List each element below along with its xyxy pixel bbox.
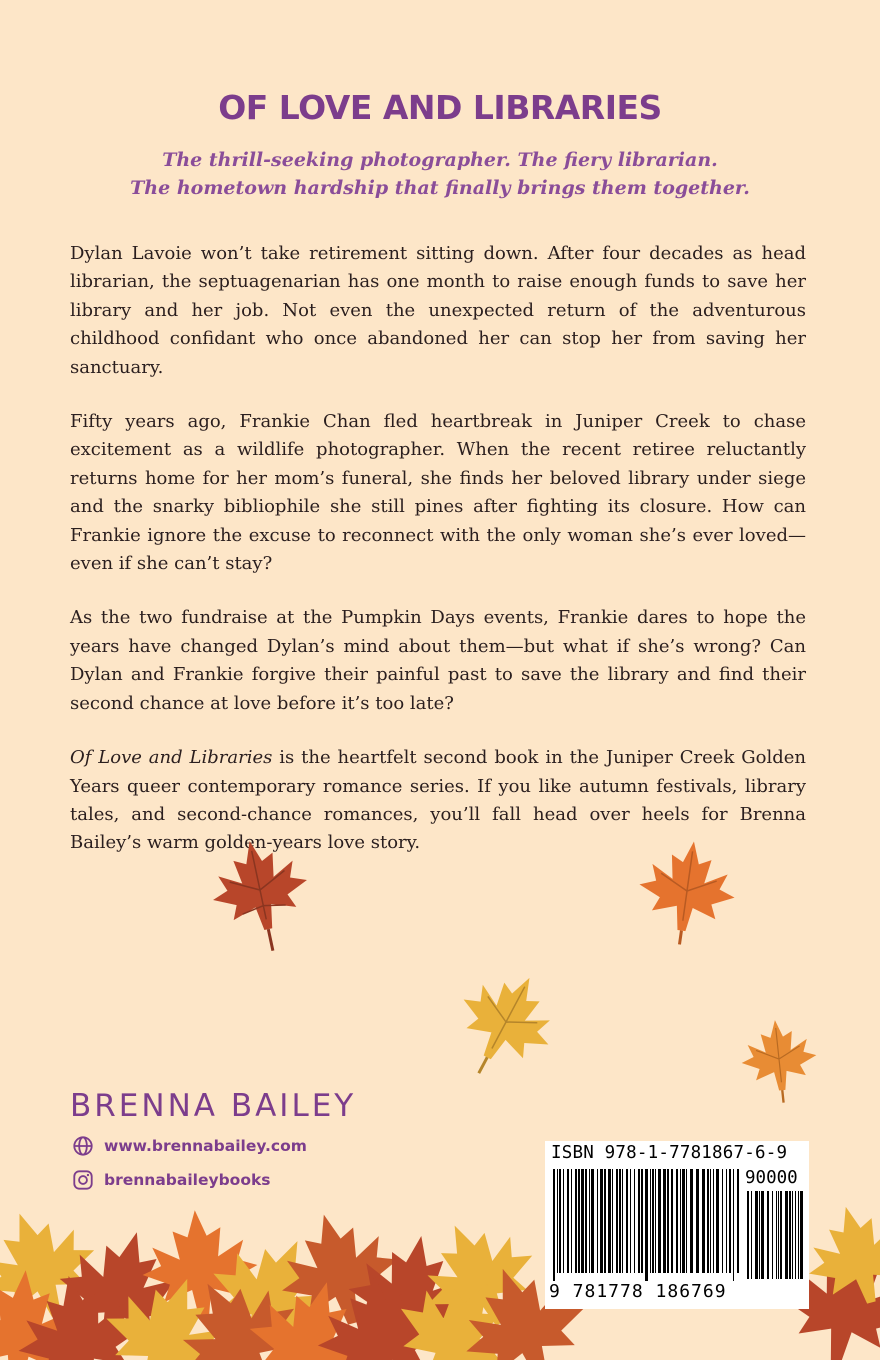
barcode-bar [578,1169,580,1273]
barcode-bar [563,1169,564,1273]
barcode-bar [690,1169,693,1273]
barcode-bar [676,1169,678,1273]
barcode-bar [798,1191,799,1279]
barcode-bar [776,1191,777,1279]
barcode-bar [600,1169,603,1273]
barcode-bar [553,1169,555,1281]
barcode-bars [551,1169,803,1281]
barcode-bar [761,1191,764,1279]
website-url[interactable]: www.brennabailey.com [104,1137,307,1155]
barcode-bar [729,1169,731,1273]
barcode-bar [747,1191,749,1279]
barcode-bar [800,1191,803,1279]
barcode-bar [638,1169,640,1273]
blurb-paragraph: Fifty years ago, Frankie Chan fled heartbreak in Juniper Creek to chase excitement as a wildlife photographer. When the recent retiree reluctantly returns home for her mom’s funeral, she finds her beloved library under siege and the snarky bibliophile she still pines after fighting its closure. How can Frankie ignore the excuse to reconnect with the only woman she’s ever loved—even if she can’t stay? [70,411,806,575]
barcode-bar [650,1169,651,1273]
barcode-bar [755,1191,758,1279]
barcode-bar [772,1191,773,1279]
barcode-bar [792,1191,793,1279]
barcode-bar [581,1169,584,1273]
barcode-bar [722,1169,723,1273]
globe-icon [72,1135,94,1157]
book-title: OF LOVE AND LIBRARIES [218,88,662,127]
barcode-bar [626,1169,628,1273]
barcode-bar [604,1169,606,1273]
barcode-bar [680,1169,681,1273]
instagram-icon [72,1169,94,1191]
tagline-line-2: The hometown hardship that finally brings them together. [130,177,750,199]
barcode-bar [622,1169,623,1273]
tagline-line-1: The thrill-seeking photographer. The fiery librarian. [162,149,718,171]
barcode-bar [645,1169,648,1281]
barcode-bar [612,1169,613,1273]
barcode-bar [667,1169,669,1273]
barcode-bar [591,1169,594,1273]
barcode-bar [585,1169,587,1273]
barcode-bar [641,1169,643,1273]
blurb-paragraph-text: is the heartfelt second book in the Juniper Creek Golden Years queer contemporary romance series. If you like autumn festivals, library tales, and second-chance romances, you’ll fall head over heels for Brenna Bailey’s warm golden-years love story. [70,747,806,854]
barcode-bar [780,1191,782,1279]
barcode-bar [785,1191,788,1279]
barcode-bar [557,1169,558,1273]
tagline [0,146,880,202]
instagram-link[interactable] [72,1167,271,1193]
barcode [545,1141,809,1309]
barcode-bar [567,1169,569,1273]
barcode-bar [733,1169,734,1281]
barcode-bar [655,1169,656,1273]
blurb [70,240,806,884]
barcode-bar [702,1169,705,1273]
barcode-bar [608,1169,611,1273]
barcode-bar [751,1191,752,1279]
blurb-paragraph: As the two fundraise at the Pumpkin Days events, Frankie dares to hope the years have changed Dylan’s mind about them—but what if she’s wrong? Can Dylan and Frankie forgive their painful past to save the library and find their second chance at love before it’s too late? [70,607,806,714]
book-title-italic: Of Love and Libraries [70,747,273,769]
barcode-bar [571,1169,572,1273]
barcode-bar [759,1191,760,1279]
barcode-bar [716,1169,719,1273]
barcode-addon: 90000 [745,1168,798,1188]
barcode-bar [663,1169,666,1273]
barcode-bar [713,1169,714,1273]
barcode-bar [726,1169,727,1273]
website-link[interactable] [72,1133,307,1159]
barcode-bar [575,1169,577,1273]
barcode-bar [589,1169,590,1273]
barcode-bar [658,1169,661,1273]
barcode-bar [710,1169,711,1273]
maple-leaf-icon [736,1016,822,1106]
barcode-bar [737,1169,739,1273]
barcode-bar [795,1191,796,1279]
maple-leaf-icon [632,836,742,946]
barcode-bar [767,1191,769,1279]
barcode-bar [634,1169,635,1273]
barcode-bar [630,1169,631,1273]
barcode-bar [682,1169,685,1273]
maple-leaf-icon [446,962,566,1082]
barcode-bar [789,1191,791,1279]
barcode-bar [559,1169,561,1273]
barcode-bar [671,1169,673,1273]
barcode-bar [778,1191,779,1279]
blurb-paragraph: Dylan Lavoie won’t take retirement sitting down. After four decades as head librarian, the septuagenarian has one month to raise enough funds to save her library and her job. Not even the unexpected return of the adventurous childhood confidant who once abandoned her can stop her from saving her sanctuary. [70,243,806,378]
barcode-bar [619,1169,621,1273]
barcode-bar [652,1169,654,1273]
barcode-bar [696,1169,699,1273]
barcode-digits: 9 781778 186769 [549,1281,727,1302]
barcode-bar [686,1169,687,1273]
barcode-bar [616,1169,618,1273]
maple-leaf-icon [200,830,320,960]
author-name: BRENNA BAILEY [70,1088,357,1124]
isbn-label: ISBN 978-1-7781867-6-9 [551,1143,788,1163]
barcode-bar [597,1169,598,1273]
instagram-handle[interactable]: brennabaileybooks [104,1171,271,1189]
barcode-bar [707,1169,709,1273]
